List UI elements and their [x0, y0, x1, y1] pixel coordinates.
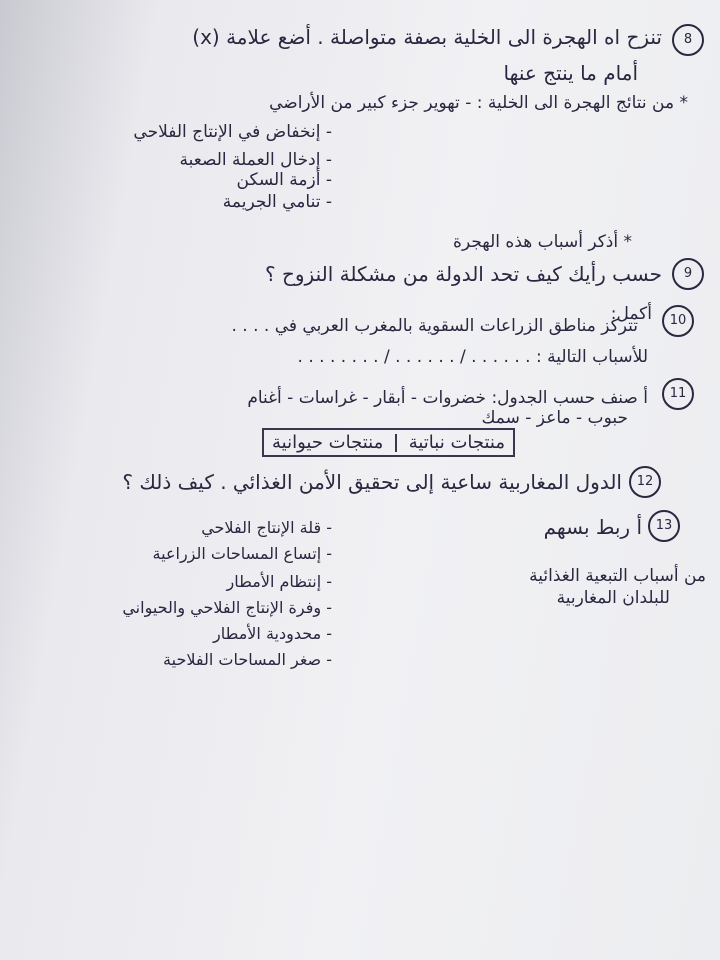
question-8-result-1: - إنخفاض في الإنتاج الفلاحي	[133, 122, 332, 142]
question-13-item-2: - إتساع المساحات الزراعية	[152, 544, 332, 563]
question-13-number: 13	[648, 510, 680, 542]
question-12-number: 12	[629, 466, 661, 498]
question-13-item-6: - صغر المساحات الفلاحية	[163, 650, 332, 669]
question-10-title: أكمل:	[610, 304, 652, 324]
question-9-number: 9	[672, 258, 704, 290]
question-8-causes: * أذكر أسباب هذه الهجرة	[453, 232, 632, 252]
question-13-item-1: - قلة الإنتاج الفلاحي	[201, 518, 332, 537]
question-11-number: 11	[662, 378, 694, 410]
question-8-result-2: - إدخال العملة الصعبة	[179, 150, 332, 170]
question-8-result-4: - تنامي الجريمة	[222, 192, 332, 212]
question-13-title: أ ربط بسهم	[543, 515, 642, 539]
question-8-results-title: * من نتائج الهجرة الى الخلية : - تهوير جزء كبير من الأراضي	[269, 93, 688, 113]
question-10-number: 10	[662, 305, 694, 337]
question-8-result-3: - أزمة السكن	[236, 170, 332, 190]
question-9-text: حسب رأيك كيف تحد الدولة من مشكلة النزوح ؟	[265, 262, 662, 286]
question-10-line-2: للأسباب التالية : . . . . . . / . . . . . . / . . . . . . . .	[297, 347, 648, 367]
question-13-item-5: - محدودية الأمطار	[213, 624, 332, 643]
table-header-box	[262, 428, 515, 457]
question-13-target-line-1: من أسباب التبعية الغذائية	[529, 566, 706, 586]
table-header-animal-products: منتجات حيوانية	[272, 432, 384, 453]
question-12-text: الدول المغاربية ساعية إلى تحقيق الأمن الغذائي . كيف ذلك ؟	[122, 470, 622, 494]
question-13-item-3: - إنتظام الأمطار	[226, 572, 332, 591]
question-11-line-2: حبوب - ماعز - سمك	[481, 408, 628, 428]
table-header-plant-products: منتجات نباتية	[408, 432, 505, 453]
table-divider	[395, 434, 397, 452]
question-11-line-1: أ صنف حسب الجدول: خضروات - أبقار - غراسات - أغنام	[247, 388, 648, 408]
question-8-prompt: تنزح اه الهجرة الى الخلية بصفة متواصلة . أضع علامة (x)	[192, 25, 662, 49]
question-8-number: 8	[672, 24, 704, 56]
question-10-line-1: تتركز مناطق الزراعات السقوية بالمغرب العربي في . . . .	[231, 316, 638, 336]
question-13-item-4: - وفرة الإنتاج الفلاحي والحيواني	[122, 598, 332, 617]
question-8-prompt-continued: أمام ما ينتج عنها	[503, 61, 638, 85]
question-13-target-line-2: للبلدان المغاربية	[556, 588, 670, 608]
